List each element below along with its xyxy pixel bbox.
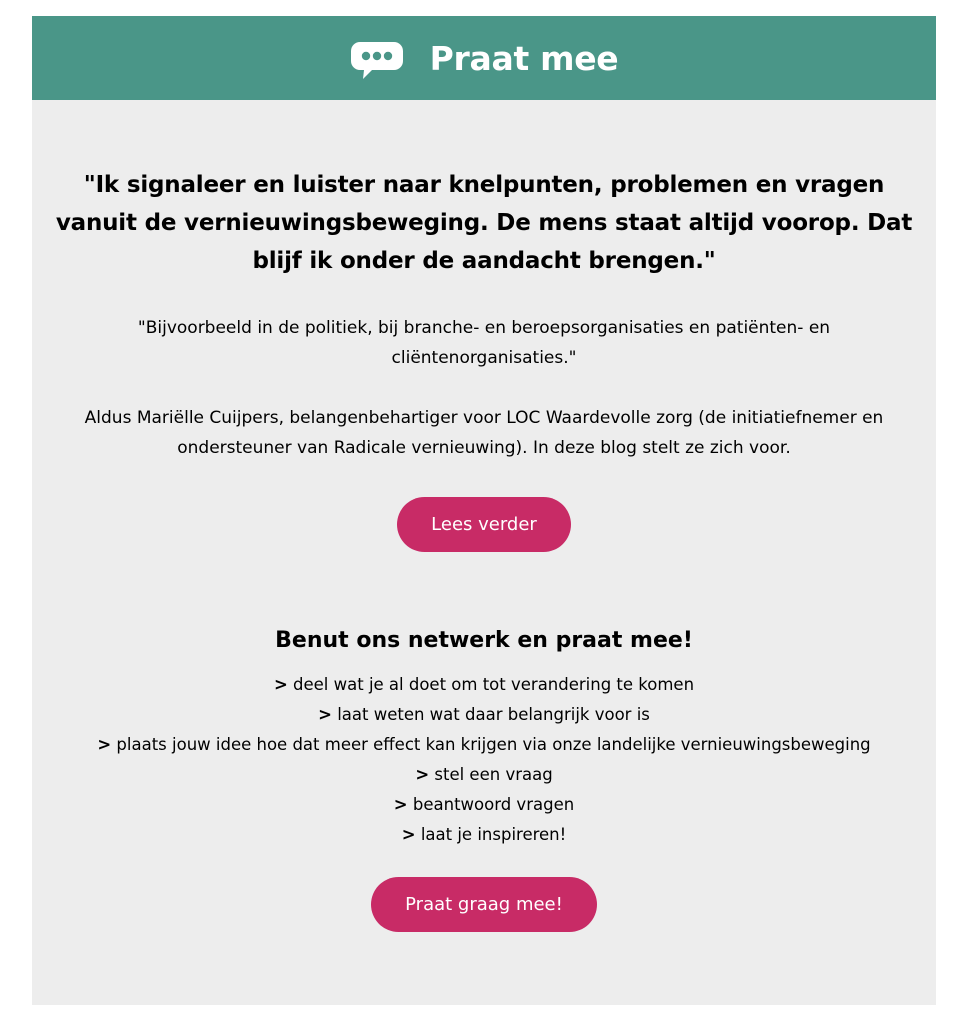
list-item (32, 790, 936, 820)
list-item-text: laat weten wat daar belangrijk voor is (337, 705, 650, 724)
pull-quote: "Ik signaleer en luister naar knelpunten, problemen en vragen vanuit de vernieuwingsbeweging. De mens staat altijd voorop. Dat blijf ik onder de aandacht brengen." (55, 172, 913, 274)
network-heading: Benut ons netwerk en praat mee! (275, 628, 693, 653)
author-paragraph: Aldus Mariëlle Cuijpers, belangenbehartiger voor LOC Waardevolle zorg (de initiatiefnemer en ondersteuner van Radicale vernieuwing). In deze blog stelt ze zich voor. (84, 408, 884, 458)
list-item-text: beantwoord vragen (412, 795, 575, 814)
praat-mee-button[interactable]: Praat graag mee! (371, 877, 597, 932)
bullet-marker: > (415, 765, 430, 784)
list-item-text: laat je inspireren! (420, 825, 567, 844)
list-item-text: plaats jouw idee hoe dat meer effect kan krijgen via onze landelijke vernieuwingsbeweging (116, 735, 871, 754)
bullet-marker: > (401, 825, 416, 844)
bullet-marker: > (97, 735, 112, 754)
praat-mee-card (32, 16, 936, 1005)
list-item (32, 760, 936, 790)
header-title: Praat mee (429, 38, 619, 78)
list-item (32, 670, 936, 700)
read-more-button[interactable]: Lees verder (397, 497, 571, 552)
bullet-marker: > (273, 675, 288, 694)
list-item-text: deel wat je al doet om tot verandering te komen (293, 675, 695, 694)
network-list (32, 670, 936, 850)
list-item (32, 730, 936, 760)
bullet-marker: > (393, 795, 408, 814)
intro-paragraph: "Bijvoorbeeld in de politiek, bij branche- en beroepsorganisaties en patiënten- en cliëntenorganisaties." (137, 318, 831, 368)
bullet-marker: > (318, 705, 332, 724)
header-banner (32, 16, 936, 100)
list-item-text: stel een vraag (434, 765, 553, 784)
list-item (32, 820, 936, 850)
list-item (32, 700, 936, 730)
speech-bubble-icon (350, 38, 404, 82)
